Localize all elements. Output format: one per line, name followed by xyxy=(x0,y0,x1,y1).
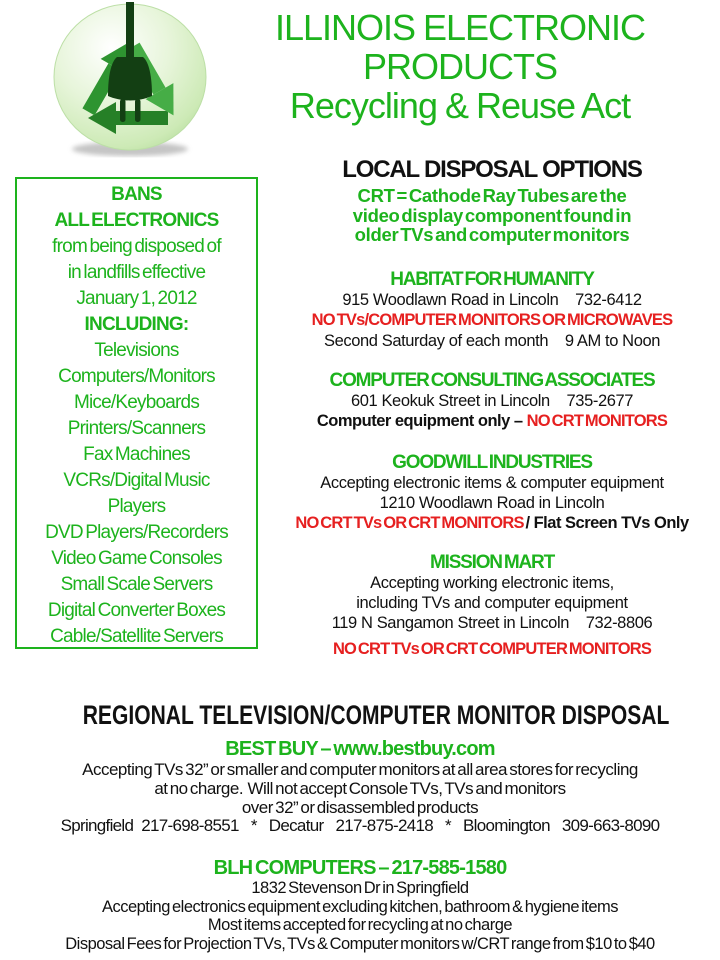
bans-line: Printers/Scanners xyxy=(67,418,206,439)
org-warning: NO CRT TVs OR CRT COMPUTER MONITORS xyxy=(332,639,652,658)
bans-line: January 1, 2012 xyxy=(76,288,197,309)
biz-name: BLH COMPUTERS – 217-585-1580 xyxy=(213,857,507,879)
bans-line: Computers/Monitors xyxy=(58,366,215,387)
crt-definition-line: CRT = Cathode Ray Tubes are the xyxy=(357,185,627,206)
local-disposal-options xyxy=(266,157,718,660)
crt-definition-line: video display component found in xyxy=(352,204,632,226)
regional-disposal-heading-text: REGIONAL TELEVISION/COMPUTER MONITOR DISPOSAL xyxy=(82,700,670,730)
crt-definition-line: older TVs and computer monitors xyxy=(354,224,630,245)
org-note-red: NO CRT MONITORS xyxy=(526,411,668,430)
org-name: MISSION MART xyxy=(430,551,554,573)
bans-line: Small Scale Servers xyxy=(60,574,213,595)
org-note: Accepting electronic items & computer equipment xyxy=(320,473,664,492)
biz-note: Accepting TVs 32” or smaller and computer monitors at all area stores for recycling xyxy=(82,760,638,779)
org-note: including TVs and computer equipment xyxy=(356,593,628,612)
biz-fees: Disposal Fees for Projection TVs, TVs & Computer monitors w/CRT range from $10 to $40 xyxy=(65,934,655,953)
org-note-black: Computer equipment only – xyxy=(316,411,527,430)
bans-box xyxy=(15,177,258,649)
org-address: 601 Keokuk Street in Lincoln 735-2677 xyxy=(350,391,634,410)
goodwill-industries-section xyxy=(266,452,718,534)
biz-note: at no charge. Will not accept Console TVs, TVs and monitors xyxy=(154,779,566,798)
bans-line: Mice/Keyboards xyxy=(73,392,200,413)
local-disposal-heading: LOCAL DISPOSAL OPTIONS xyxy=(342,156,642,183)
biz-address: 1832 Stevenson Dr in Springfield xyxy=(251,879,469,897)
bans-line: VCRs/Digital Music xyxy=(63,470,210,491)
org-name: COMPUTER CONSULTING ASSOCIATES xyxy=(329,369,655,391)
bans-line: Digital Converter Boxes xyxy=(47,600,226,621)
regional-disposal-heading xyxy=(0,701,720,730)
biz-phones: Springfield 217-698-8551 * Decatur 217-875-2418 * Bloomington 309-663-8090 xyxy=(60,816,660,835)
org-schedule: Second Saturday of each month 9 AM to Noon xyxy=(323,331,661,350)
bans-line: ALL ELECTRONICS xyxy=(54,210,219,231)
bans-line: BANS xyxy=(111,184,162,205)
computer-consulting-associates-section xyxy=(266,370,718,432)
blh-computers-section xyxy=(0,857,720,953)
best-buy-section xyxy=(0,738,720,835)
bans-line: INCLUDING: xyxy=(84,314,189,335)
org-address: 1210 Woodlawn Road in Lincoln xyxy=(379,493,605,512)
biz-note: over 32” or disassembled products xyxy=(241,798,479,817)
org-note xyxy=(266,411,718,432)
org-note: Accepting working electronic items, xyxy=(370,573,614,592)
bans-line: Fax Machines xyxy=(83,444,190,465)
biz-name: BEST BUY – www.bestbuy.com xyxy=(225,738,495,760)
bans-line: Cable/Satellite Servers xyxy=(50,626,223,647)
mission-mart-section xyxy=(266,552,718,660)
title-line-3: Recycling & Reuse Act xyxy=(289,85,631,126)
bans-line: in landfills effective xyxy=(67,262,206,283)
org-address: 915 Woodlawn Road in Lincoln 732-6412 xyxy=(342,290,642,309)
org-address: 119 N Sangamon Street in Lincoln 732-8806 xyxy=(331,613,653,632)
title-line-2: PRODUCTS xyxy=(362,46,557,87)
biz-note: Most items accepted for recycling at no charge xyxy=(207,916,513,934)
org-name: GOODWILL INDUSTRIES xyxy=(392,451,592,473)
bans-line: Televisions xyxy=(94,340,179,361)
bans-line: Video Game Consoles xyxy=(51,548,222,569)
crt-definition xyxy=(266,186,718,245)
biz-note: Accepting electronics equipment excluding kitchen, bathroom & hygiene items xyxy=(101,897,619,916)
org-warning xyxy=(266,513,718,534)
habitat-for-humanity-section xyxy=(266,269,718,351)
title-line-1: ILLINOIS ELECTRONIC xyxy=(274,7,646,48)
org-warning: NO TVs/COMPUTER MONITORS OR MICROWAVES xyxy=(311,310,673,329)
page-title xyxy=(210,8,710,125)
bans-line: Players xyxy=(107,496,166,517)
bans-line: DVD Players/Recorders xyxy=(45,522,228,543)
org-warning-black: / Flat Screen TVs Only xyxy=(525,513,689,532)
recycle-plug-logo xyxy=(42,0,218,158)
bans-line: from being disposed of xyxy=(52,236,221,257)
org-warning-red: NO CRT TVs OR CRT MONITORS xyxy=(295,513,526,532)
org-name: HABITAT FOR HUMANITY xyxy=(390,268,594,290)
